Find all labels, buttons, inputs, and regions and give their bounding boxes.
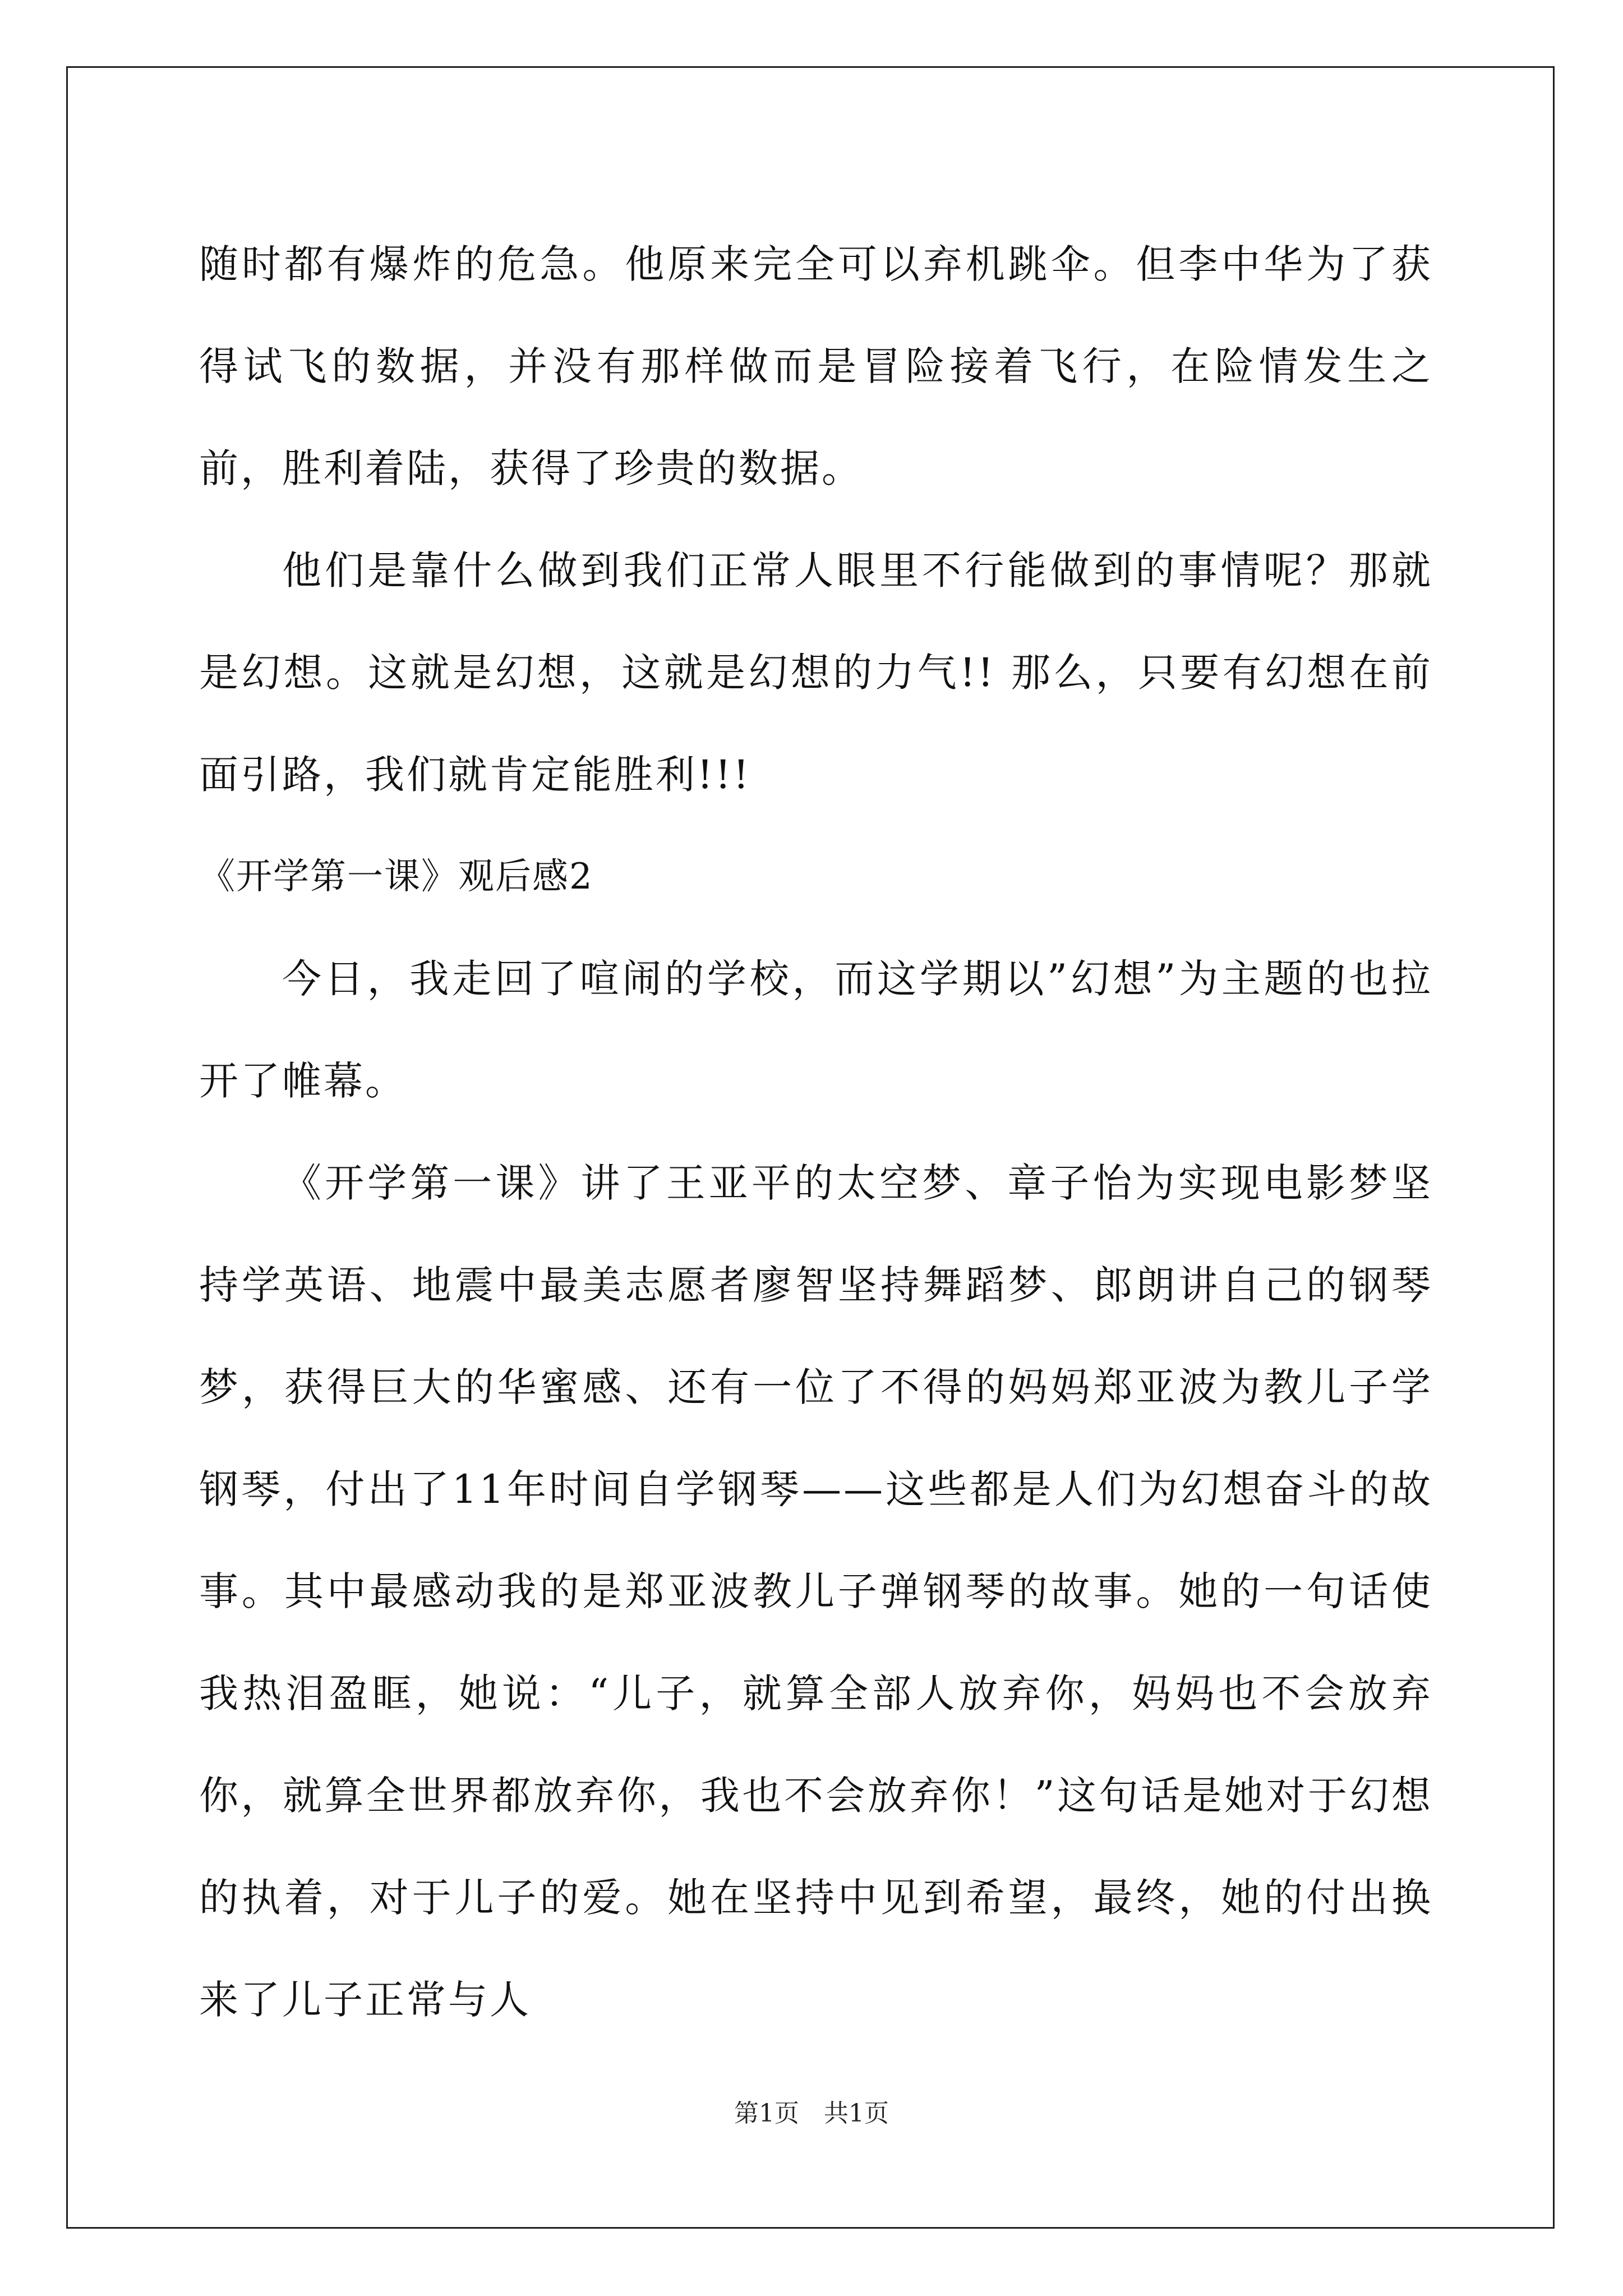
paragraph-2: 他们是靠什么做到我们正常人眼里不行能做到的事情呢？那就是幻想。这就是幻想，这就是幻想的力气!! 那么，只要有幻想在前面引路，我们就肯定能胜利!!! (199, 547, 1433, 798)
paragraph-3: 今日，我走回了喧闹的学校，而这学期以”幻想”为主题的也拉开了帷幕。 (199, 956, 1433, 1104)
paragraph-1: 随时都有爆炸的危急。他原来完全可以弃机跳伞。但李中华为了获得试飞的数据，并没有那样做而是冒险接着飞行，在险情发生之前，胜利着陆，获得了珍贵的数据。 (199, 241, 1433, 491)
paragraph-4: 《开学第一课》讲了王亚平的太空梦、章子怡为实现电影梦坚持学英语、地震中最美志愿者廖智坚持舞蹈梦、郎朗讲自己的钢琴梦，获得巨大的华蜜感、还有一位了不得的妈妈郑亚波为教儿子学钢琴，付出了11年时间自学钢琴——这些都是人们为幻想奋斗的故事。其中最感动我的是郑亚波教儿子弹钢琴的故事。她的一句话使我热泪盈眶，她说：“儿子，就算全部人放弃你，妈妈也不会放弃你，就算全世界都放弃你，我也不会放弃你！”这句话是她对于幻想的执着，对于儿子的爱。她在坚持中见到希望，最终，她的付出换来了儿子正常与人 (199, 1160, 1433, 2023)
document-body (199, 213, 1433, 2051)
section-heading: 《开学第一课》观后感2 (199, 856, 593, 898)
page-footer: 第1页 共1页 (734, 2099, 889, 2128)
